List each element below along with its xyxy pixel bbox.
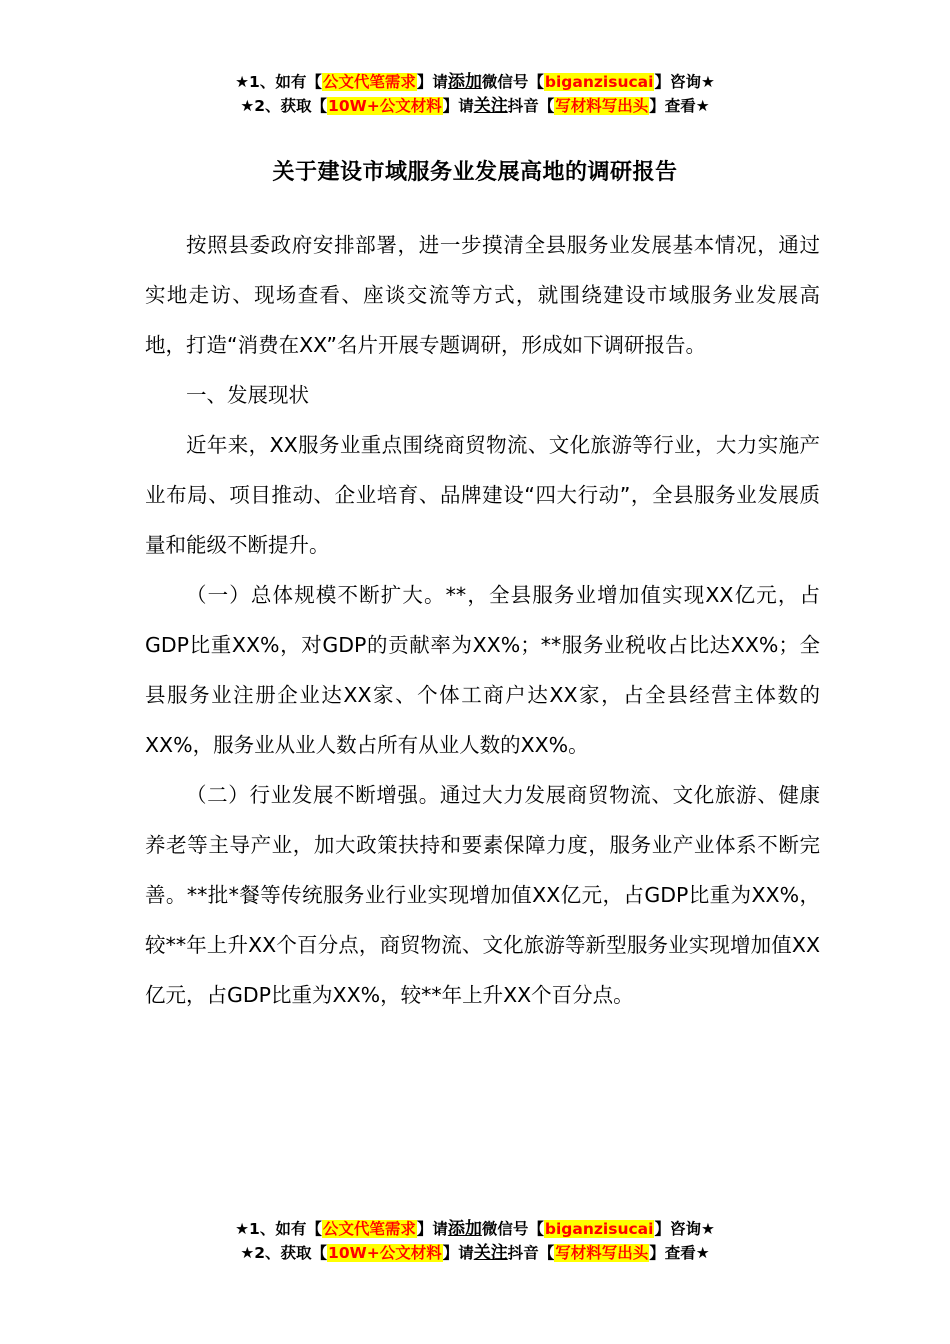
paragraph: 按照县委政府安排部署，进一步摸清全县服务业发展基本情况，通过实地走访、现场查看、座谈交流等方式，就围绕建设市域服务业发展高地，打造“消费在XX”名片开展专题调研，形成如下调研报告。: [145, 233, 820, 357]
promo-text: 】查看★: [649, 97, 710, 115]
promo-text: 】咨询★: [654, 73, 715, 91]
promo-underline: 关注: [473, 1243, 508, 1263]
promo-text: 2、获取【: [254, 1244, 328, 1262]
promo-highlight: 10W+公文材料: [328, 1244, 442, 1262]
promo-line-2: [0, 1241, 950, 1265]
promo-text: 】请: [416, 1220, 448, 1238]
promo-banner-top: [0, 70, 950, 118]
star-icon: ★: [240, 1244, 255, 1262]
promo-text: 】请: [442, 1244, 474, 1262]
promo-highlight: 10W+公文材料: [328, 97, 442, 115]
promo-text: 2、获取【: [254, 97, 328, 115]
douyin-account: 写材料写出头: [555, 97, 649, 115]
promo-text: 抖音【: [507, 1244, 555, 1262]
paragraph: （二）行业发展不断增强。通过大力发展商贸物流、文化旅游、健康养老等主导产业，加大政策扶持和要素保障力度，服务业产业体系不断完善。**批*餐等传统服务业行业实现增加值XX亿元，占GDP比重为XX%，较**年上升XX个百分点，商贸物流、文化旅游等新型服务业实现增加值XX亿元，占GDP比重为XX%，较**年上升XX个百分点。: [145, 783, 820, 1007]
promo-underline: 添加: [447, 1219, 482, 1239]
promo-underline: 添加: [447, 72, 482, 92]
promo-line-2: [0, 94, 950, 118]
document-title: 关于建设市域服务业发展高地的调研报告: [272, 160, 678, 185]
promo-text: 抖音【: [507, 97, 555, 115]
star-icon: ★: [235, 73, 250, 91]
promo-text: 微信号【: [481, 1220, 544, 1238]
promo-line-1: [0, 70, 950, 94]
star-icon: ★: [240, 97, 255, 115]
star-icon: ★: [235, 1220, 250, 1238]
promo-highlight: 公文代笔需求: [322, 1220, 416, 1238]
promo-text: 】请: [442, 97, 474, 115]
promo-banner-bottom: [0, 1217, 950, 1265]
promo-text: 】查看★: [649, 1244, 710, 1262]
paragraph: 近年来，XX服务业重点围绕商贸物流、文化旅游等行业，大力实施产业布局、项目推动、企业培育、品牌建设“四大行动”，全县服务业发展质量和能级不断提升。: [145, 433, 820, 557]
promo-text: 】咨询★: [654, 1220, 715, 1238]
wechat-id: biganzisucai: [544, 1220, 654, 1238]
promo-text: 1、如有【: [249, 73, 322, 91]
promo-line-1: [0, 1217, 950, 1241]
douyin-account: 写材料写出头: [555, 1244, 649, 1262]
paragraph: （一）总体规模不断扩大。**，全县服务业增加值实现XX亿元，占GDP比重XX%，对GDP的贡献率为XX%；**服务业税收占比达XX%；全县服务业注册企业达XX家、个体工商户达XX家，占全县经营主体数的XX%，服务业从业人数占所有从业人数的XX%。: [145, 583, 820, 757]
promo-underline: 关注: [473, 96, 508, 116]
document-body: [145, 220, 820, 1020]
section-heading: 一、发展现状: [186, 383, 309, 407]
promo-text: 微信号【: [481, 73, 544, 91]
promo-highlight: 公文代笔需求: [322, 73, 416, 91]
wechat-id: biganzisucai: [544, 73, 654, 91]
promo-text: 1、如有【: [249, 1220, 322, 1238]
promo-text: 】请: [416, 73, 448, 91]
